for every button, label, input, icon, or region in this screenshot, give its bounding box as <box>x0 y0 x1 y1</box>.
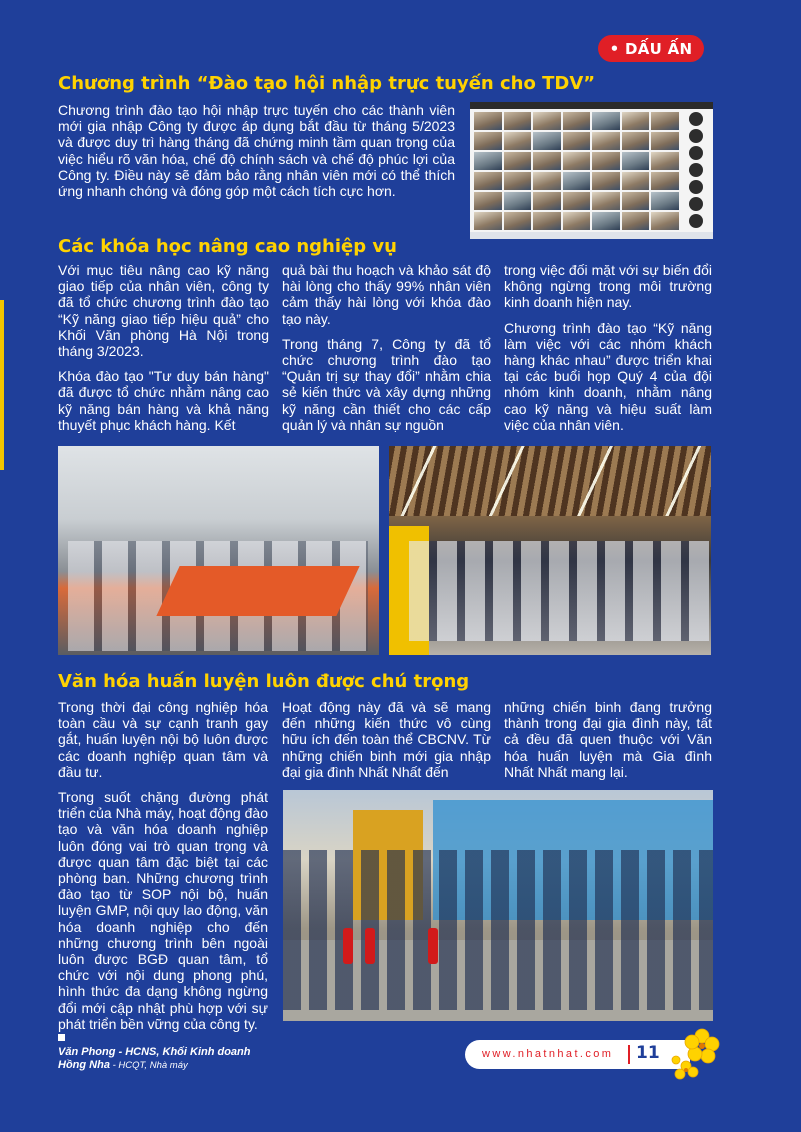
photo-lights <box>389 446 711 516</box>
section2-column-1 <box>58 262 269 442</box>
participant-tile <box>563 172 591 190</box>
article-credits <box>58 1046 250 1072</box>
participant-tile <box>474 172 502 190</box>
participant-tile <box>474 132 502 150</box>
side-avatar <box>689 112 703 126</box>
left-accent-strip <box>0 300 4 470</box>
participant-grid <box>474 112 679 230</box>
participant-tile <box>533 172 561 190</box>
section3-col2-paragraph-1: Hoạt động này đã và sẽ mang đến những kiến thức vô cùng hữu ích đến toàn thể CBCNV. Từ những chiến binh mới gia nhập đại gia đình Nhất Nhất đến <box>282 699 491 780</box>
certificate-ceremony-photo <box>389 446 711 655</box>
section1-title: Chương trình “Đào tạo hội nhập trực tuyến cho TDV” <box>58 73 596 94</box>
credit-line-2-name: Hồng Nha <box>58 1059 110 1071</box>
participant-tile <box>474 152 502 170</box>
section3-col3-paragraph-1: những chiến binh đang trưởng thành trong đại gia đình này, tất cả đều đã quen thuộc với Văn hóa huấn luyện mà Gia đình Nhất Nhất mang lại. <box>504 699 712 780</box>
page-number: 11 <box>636 1043 660 1063</box>
participant-tile <box>504 132 532 150</box>
conference-title-bar <box>470 102 713 109</box>
section2-col2-paragraph-1: quả bài thu hoạch và khảo sát độ hài lòng cho thấy 99% nhân viên cảm thấy hài lòng với khóa đào tạo này. <box>282 262 491 327</box>
participant-tile <box>622 172 650 190</box>
participant-tile <box>592 152 620 170</box>
participant-tile <box>474 192 502 210</box>
fire-training-photo <box>283 790 713 1021</box>
participant-tile <box>622 212 650 230</box>
participant-tile <box>563 132 591 150</box>
photo-table <box>156 566 359 616</box>
participant-tile <box>504 112 532 130</box>
participant-tile <box>504 192 532 210</box>
section3-column-3 <box>504 699 712 789</box>
footer-website: www.nhatnhat.com <box>482 1048 614 1060</box>
fire-extinguisher <box>428 928 438 964</box>
side-avatar <box>689 197 703 211</box>
participant-tile <box>622 112 650 130</box>
side-avatar <box>689 163 703 177</box>
participant-tile <box>504 152 532 170</box>
participant-tile <box>533 212 561 230</box>
article-end-mark <box>58 1034 65 1041</box>
section2-column-3 <box>504 262 712 442</box>
participant-tile <box>504 212 532 230</box>
credit-line-2-role: - HCQT, Nhà máy <box>109 1060 188 1071</box>
credit-line-1: Văn Phong - HCNS, Khối Kinh doanh <box>58 1046 251 1058</box>
section2-col1-paragraph-1: Với mục tiêu nâng cao kỹ năng giao tiếp của nhân viên, công ty đã tổ chức chương trình đào tạo “Kỹ năng giao tiếp hiệu quả” cho Khối Văn phòng Hà Nội trong tháng 3/2023. <box>58 262 269 360</box>
participant-tile <box>563 152 591 170</box>
video-conference-screenshot <box>470 102 713 239</box>
section2-col2-paragraph-2: Trong tháng 7, Công ty đã tổ chức chương trình đào tạo “Quản trị sự thay đổi” nhằm chia sẻ kiến thức và xây dựng những kỹ năng cần thiết cho các cấp quản lý và nhân sự nguồn <box>282 335 491 433</box>
section3-col1-paragraph-1: Trong thời đại công nghiệp hóa toàn cầu và sự cạnh tranh gay gắt, huấn luyện nội bộ luôn được các doanh nghiệp quan tâm và đầu tư. <box>58 699 268 780</box>
participant-tile <box>622 132 650 150</box>
section2-col3-paragraph-1: trong việc đối mặt với sự biến đổi không ngừng trong môi trường kinh doanh hiện nay. <box>504 262 712 311</box>
participant-tile <box>504 172 532 190</box>
apricot-flower-icon <box>668 1022 728 1082</box>
participant-tile <box>651 112 679 130</box>
photo-people <box>409 541 709 641</box>
participant-tile <box>651 132 679 150</box>
participant-tile <box>533 152 561 170</box>
meeting-room-photo <box>58 446 379 655</box>
conference-side-panel <box>683 112 709 230</box>
section3-col1-paragraph-2: Trong suốt chặng đường phát triển của Nhà máy, hoạt động đào tạo và văn hóa doanh nghiệp luôn đóng vai trò quan trọng và được quan tâm đặc biệt tại các phòng ban. Những chương trình đào tạo từ SOP nội bộ, huấn luyện GMP, nội quy lao động, văn hóa doanh nghiệp cho đến những chương trình bên ngoài luôn được BGĐ quan tâm, tổ chức với nội dung phong phú, hình thức đa dạng không ngừng đổi mới cập nhật phù hợp với sự phát triển bền vững của công ty. <box>58 789 268 1032</box>
section2-column-2 <box>282 262 491 442</box>
section3-column-1 <box>58 699 268 1041</box>
participant-tile <box>474 212 502 230</box>
participant-tile <box>651 172 679 190</box>
participant-tile <box>563 112 591 130</box>
participant-tile <box>592 192 620 210</box>
participant-tile <box>622 152 650 170</box>
participant-tile <box>592 212 620 230</box>
side-avatar <box>689 180 703 194</box>
section1-body <box>58 102 455 208</box>
fire-extinguisher <box>343 928 353 964</box>
participant-tile <box>651 212 679 230</box>
participant-tile <box>533 192 561 210</box>
side-avatar <box>689 214 703 228</box>
section1-paragraph: Chương trình đào tạo hội nhập trực tuyến cho các thành viên mới gia nhập Công ty được áp dụng bắt đầu từ tháng 5/2023 và được duy trì hàng tháng đã chứng minh tầm quan trọng của việc hiểu rõ văn hóa, chế độ chính sách và chế độ phúc lợi của Công ty. Điều này sẽ đảm bảo rằng nhân viên mới có thể thích ứng nhanh chóng và đóng góp một cách tích cực hơn. <box>58 102 455 200</box>
participant-tile <box>622 192 650 210</box>
participant-tile <box>563 192 591 210</box>
section2-col3-paragraph-2: Chương trình đào tạo “Kỹ năng làm việc với các nhóm khách hàng khác nhau” được triển khai tại các buổi họp Quý 4 của đội nhóm kinh doanh, nhằm nâng cao kỹ năng và hiệu suất làm việc của nhân viên. <box>504 319 712 433</box>
section3-title: Văn hóa huấn luyện luôn được chú trọng <box>58 671 470 692</box>
participant-tile <box>592 172 620 190</box>
section3-column-2 <box>282 699 491 789</box>
participant-tile <box>563 212 591 230</box>
side-avatar <box>689 146 703 160</box>
fire-extinguisher <box>365 928 375 964</box>
participant-tile <box>592 132 620 150</box>
section-badge: • DẤU ẤN <box>598 35 704 62</box>
participant-tile <box>592 112 620 130</box>
footer-divider <box>628 1045 630 1064</box>
section2-col1-paragraph-2: Khóa đào tạo "Tư duy bán hàng" đã được tổ chức nhằm nâng cao kỹ năng bán hàng và khả năng thuyết phục khách hàng. Kết <box>58 368 269 433</box>
participant-tile <box>533 132 561 150</box>
participant-tile <box>533 112 561 130</box>
participant-tile <box>474 112 502 130</box>
participant-tile <box>651 192 679 210</box>
participant-tile <box>651 152 679 170</box>
section2-title: Các khóa học nâng cao nghiệp vụ <box>58 236 397 257</box>
side-avatar <box>689 129 703 143</box>
conference-taskbar <box>470 232 713 239</box>
